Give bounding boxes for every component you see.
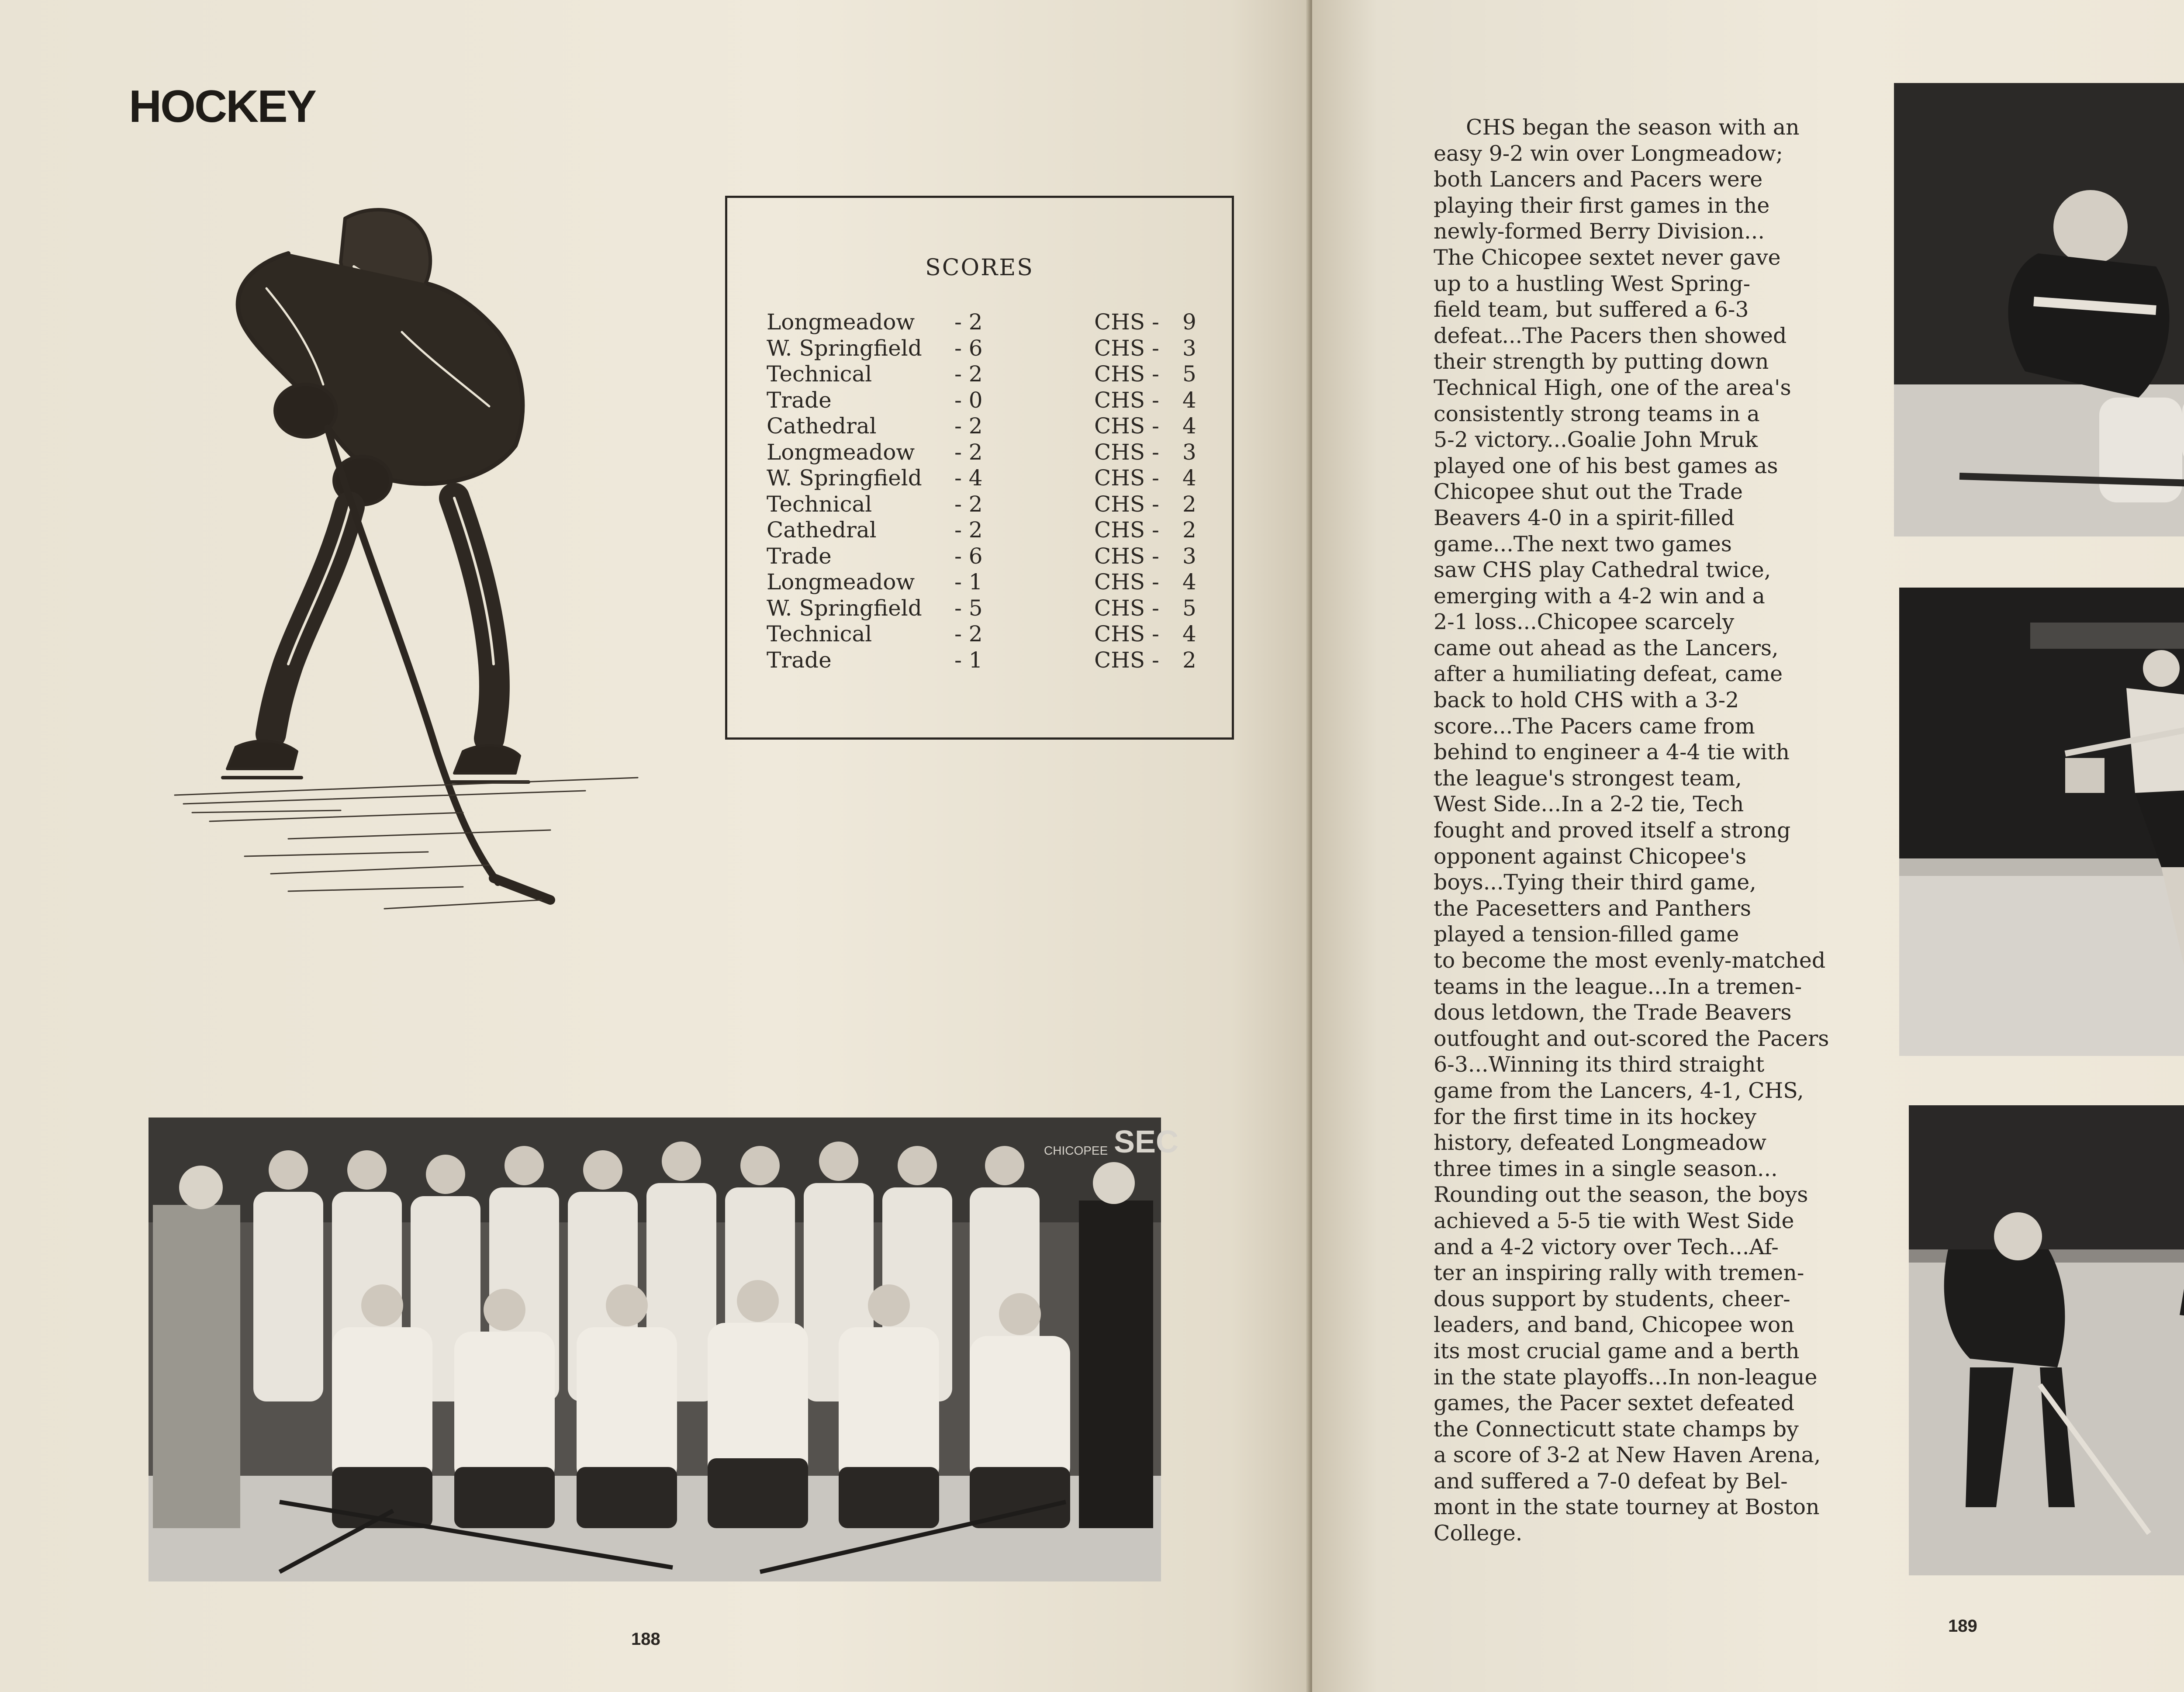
article-body: CHS began the season with an easy 9-2 win over Longmeadow; both Lancers and Pacers were playing their first games in the newly-formed Berry Division... The Chicopee sextet never gave up to a hustling West Spring- field team, but suffered a 6-3 defeat...The Pacers then showed their strength by putting down Technical High, one of the area's consistently strong teams in a 5-2 victory...Goalie John Mruk played one of his best games as Chicopee shut out the Trade Beavers 4-0 in a spirit-filled game...The next two games saw CHS play Cathedral twice, emerging with a 4-2 win and a 2-1 loss...Chicopee scarcely came out ahead as the Lancers, after a humiliating defeat, came back to hold CHS with a 3-2 score...The Pacers came from behind to engineer a 4-4 tie with the league's strongest team, West Side...In a 2-2 tie, Tech fought and proved itself a strong opponent against Chicopee's boys...Tying their third game, the Pacesetters and Panthers played a tension-filled game to become the most evenly-matched teams in the league...In a tremen- dous letdown, the Trade Beavers outfought and out-scored the Pacers 6-3...Winning its third straight game from the Lancers, 4-1, CHS, for the first time in its hockey history, defeated Longmeadow three times in a single season... Rounding out the season, the boys achieved a 5-5 tie with West Side and a 4-2 victory over Tech...Af- ter an inspiring rally with tremen- dous support by students, cheer- leaders, and band, Chicopee won its most crucial game and a berth in the state playoffs...In non-league games, the Pacer sextet defeated the Connecticutt state champs by a score of 3-2 at New Haven Arena, and suffered a 7-0 defeat by Bel- mont in the state tourney at Boston College. bbox=[1434, 115, 1829, 1546]
chs-score: 4 bbox=[1182, 387, 1196, 413]
score-row bbox=[767, 413, 1203, 439]
opponent: Trade bbox=[767, 647, 832, 673]
arena-banner: CHICOPEE bbox=[1044, 1144, 1108, 1157]
opponent-score: - 2 bbox=[954, 517, 983, 543]
opponent-score: - 2 bbox=[954, 361, 983, 387]
opponent-score: - 2 bbox=[954, 309, 983, 335]
chs-label: CHS - bbox=[1094, 543, 1159, 569]
chs-score: 3 bbox=[1182, 335, 1196, 361]
opponent: W. Springfield bbox=[767, 335, 922, 361]
opponent: Technical bbox=[767, 621, 872, 647]
score-row bbox=[767, 543, 1203, 570]
opponent: Cathedral bbox=[767, 413, 877, 439]
chs-score: 2 bbox=[1182, 647, 1196, 673]
chs-label: CHS - bbox=[1094, 465, 1159, 491]
opponent-score: - 2 bbox=[954, 413, 983, 439]
opponent: Technical bbox=[767, 361, 872, 387]
score-row bbox=[767, 388, 1203, 414]
opponent-score: - 1 bbox=[954, 647, 983, 673]
opponent-score: - 5 bbox=[954, 595, 983, 621]
page-title: HOCKEY bbox=[129, 81, 315, 132]
chs-score: 4 bbox=[1182, 621, 1196, 647]
chs-score: 9 bbox=[1182, 309, 1196, 335]
score-row bbox=[767, 336, 1203, 362]
chs-label: CHS - bbox=[1094, 647, 1159, 673]
skater-photo bbox=[1899, 588, 2184, 1056]
opponent-score: - 1 bbox=[954, 569, 983, 595]
score-row bbox=[767, 569, 1203, 595]
score-row bbox=[767, 361, 1203, 388]
opponent: Trade bbox=[767, 543, 832, 569]
opponent-score: - 4 bbox=[954, 465, 983, 491]
scores-title: SCORES bbox=[925, 255, 1034, 281]
score-row bbox=[767, 309, 1203, 336]
opponent: W. Springfield bbox=[767, 595, 922, 621]
chs-label: CHS - bbox=[1094, 569, 1159, 595]
chs-score: 3 bbox=[1182, 543, 1196, 569]
opponent: Cathedral bbox=[767, 517, 877, 543]
chs-score: 4 bbox=[1182, 465, 1196, 491]
score-row bbox=[767, 517, 1203, 543]
chs-label: CHS - bbox=[1094, 621, 1159, 647]
scores-table bbox=[767, 309, 1203, 673]
page-number-left: 188 bbox=[631, 1630, 660, 1649]
arena-sign: SEC bbox=[1114, 1125, 1179, 1159]
score-row bbox=[767, 465, 1203, 491]
chs-score: 4 bbox=[1182, 569, 1196, 595]
chs-score: 5 bbox=[1182, 361, 1196, 387]
score-row bbox=[767, 491, 1203, 518]
chs-label: CHS - bbox=[1094, 439, 1159, 465]
opponent: Longmeadow bbox=[767, 569, 915, 595]
chs-label: CHS - bbox=[1094, 595, 1159, 621]
team-photo bbox=[149, 1118, 1179, 1581]
opponent-score: - 6 bbox=[954, 335, 983, 361]
chs-score: 5 bbox=[1182, 595, 1196, 621]
article-text bbox=[1434, 114, 1883, 1547]
opponent-score: - 6 bbox=[954, 543, 983, 569]
opponent-score: - 2 bbox=[954, 621, 983, 647]
chs-label: CHS - bbox=[1094, 491, 1159, 517]
chs-score: 4 bbox=[1182, 413, 1196, 439]
opponent-score: - 0 bbox=[954, 387, 983, 413]
chs-label: CHS - bbox=[1094, 361, 1159, 387]
score-row bbox=[767, 647, 1203, 674]
chs-score: 2 bbox=[1182, 491, 1196, 517]
chs-label: CHS - bbox=[1094, 309, 1159, 335]
goalie-photo bbox=[1894, 83, 2184, 536]
faceoff-photo bbox=[1909, 1105, 2184, 1575]
opponent-score: - 2 bbox=[954, 491, 983, 517]
chs-score: 2 bbox=[1182, 517, 1196, 543]
score-row bbox=[767, 595, 1203, 622]
chs-score: 3 bbox=[1182, 439, 1196, 465]
opponent: Longmeadow bbox=[767, 309, 915, 335]
score-row bbox=[767, 621, 1203, 647]
page-number-right: 189 bbox=[1948, 1616, 1977, 1636]
chs-label: CHS - bbox=[1094, 335, 1159, 361]
opponent: W. Springfield bbox=[767, 465, 922, 491]
chs-label: CHS - bbox=[1094, 387, 1159, 413]
hockey-player-illustration bbox=[157, 201, 690, 952]
opponent: Longmeadow bbox=[767, 439, 915, 465]
opponent: Trade bbox=[767, 387, 832, 413]
score-row bbox=[767, 439, 1203, 466]
scores-box bbox=[725, 196, 1234, 740]
opponent: Technical bbox=[767, 491, 872, 517]
chs-label: CHS - bbox=[1094, 413, 1159, 439]
opponent-score: - 2 bbox=[954, 439, 983, 465]
chs-label: CHS - bbox=[1094, 517, 1159, 543]
